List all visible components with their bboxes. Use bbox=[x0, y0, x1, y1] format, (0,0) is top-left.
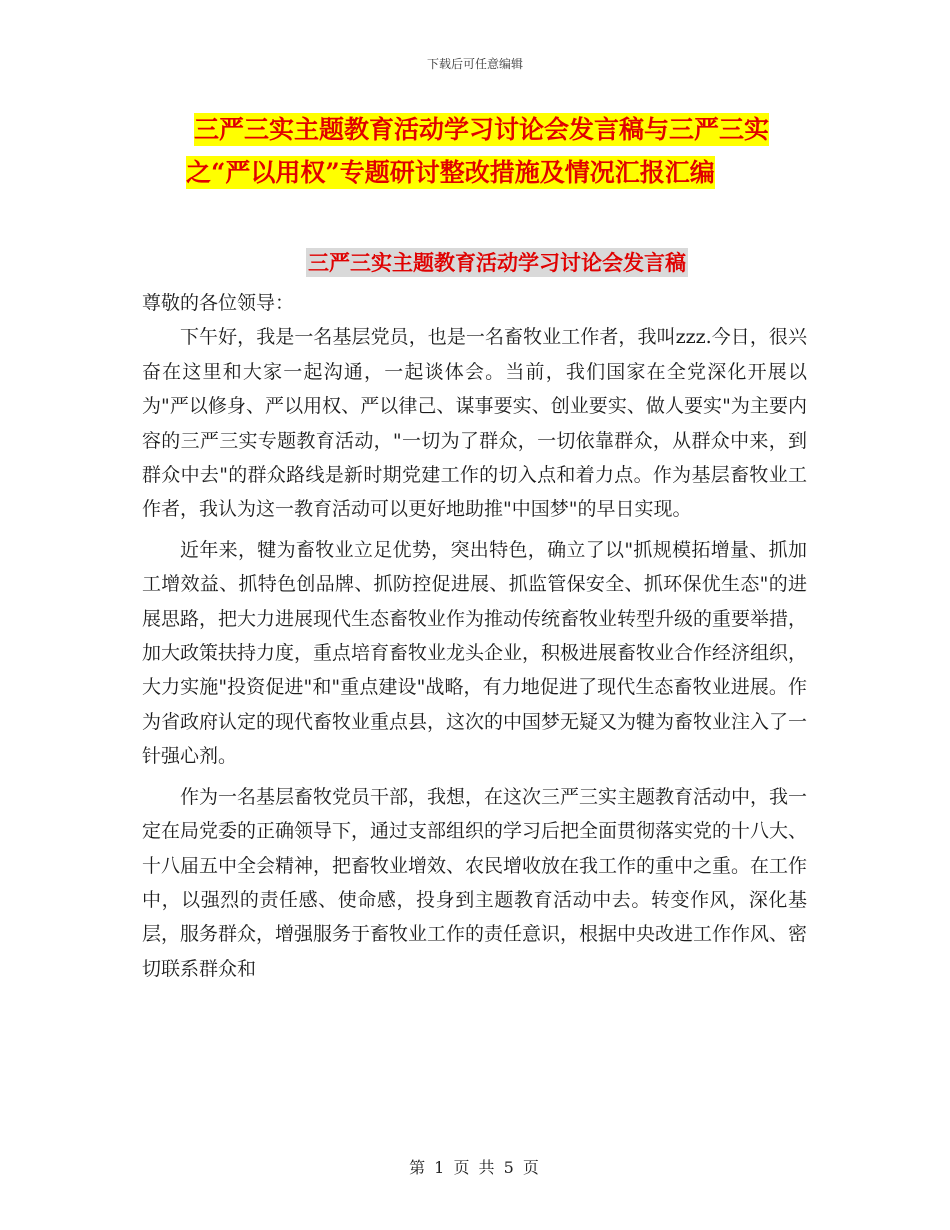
document-title bbox=[186, 108, 826, 194]
salutation: 尊敬的各位领导： bbox=[142, 292, 295, 314]
page-number: 第 1 页 共 5 页 bbox=[409, 1158, 541, 1177]
paragraph-1: 下午好，我是一名基层党员，也是一名畜牧业工作者，我叫zzz.今日，很兴奋在这里和大家一起沟通，一起谈体会。当前，我们国家在全党深化开展以为"严以修身、严以用权、严以律己、谋事要实、创业要实、做人要实"为主要内容的三严三实专题教育活动，"一切为了群众，一切依靠群众，从群众中来，到群众中去"的群众路线是新时期党建工作的切入点和着力点。作为基层畜牧业工作者，我认为这一教育活动可以更好地助推"中国梦"的早日实现。 bbox=[142, 326, 807, 521]
document-body bbox=[142, 286, 807, 986]
title-line-2: 之“严以用权”专题研讨整改措施及情况汇报汇编 bbox=[186, 158, 715, 187]
section-title: 三严三实主题教育活动学习讨论会发言稿 bbox=[308, 250, 686, 275]
paragraph-3: 作为一名基层畜牧党员干部，我想，在这次三严三实主题教育活动中，我一定在局党委的正确领导下，通过支部组织的学习后把全面贯彻落实党的十八大、十八届五中全会精神，把畜牧业增效、农民增收放在我工作的重中之重。在工作中，以强烈的责任感、使命感，投身到主题教育活动中去。转变作风，深化基层，服务群众，增强服务于畜牧业工作的责任意识，根据中央改进工作作风、密切联系群众和 bbox=[142, 785, 808, 980]
section-heading bbox=[0, 247, 950, 277]
paragraph-2: 近年来，犍为畜牧业立足优势，突出特色，确立了以"抓规模拓增量、抓加工增效益、抓特色创品牌、抓防控促进展、抓监管保安全、抓环保优生态"的进展思路，把大力进展现代生态畜牧业作为推动传统畜牧业转型升级的重要举措，加大政策扶持力度，重点培育畜牧业龙头企业，积极进展畜牧业合作经济组织，大力实施"投资促进"和"重点建设"战略，有力地促进了现代生态畜牧业进展。作为省政府认定的现代畜牧业重点县，这次的中国梦无疑又为犍为畜牧业注入了一针强心剂。 bbox=[142, 538, 808, 768]
header-note: 下载后可任意编辑 bbox=[426, 57, 523, 71]
title-line-1: 三严三实主题教育活动学习讨论会发言稿与三严三实 bbox=[194, 115, 770, 144]
